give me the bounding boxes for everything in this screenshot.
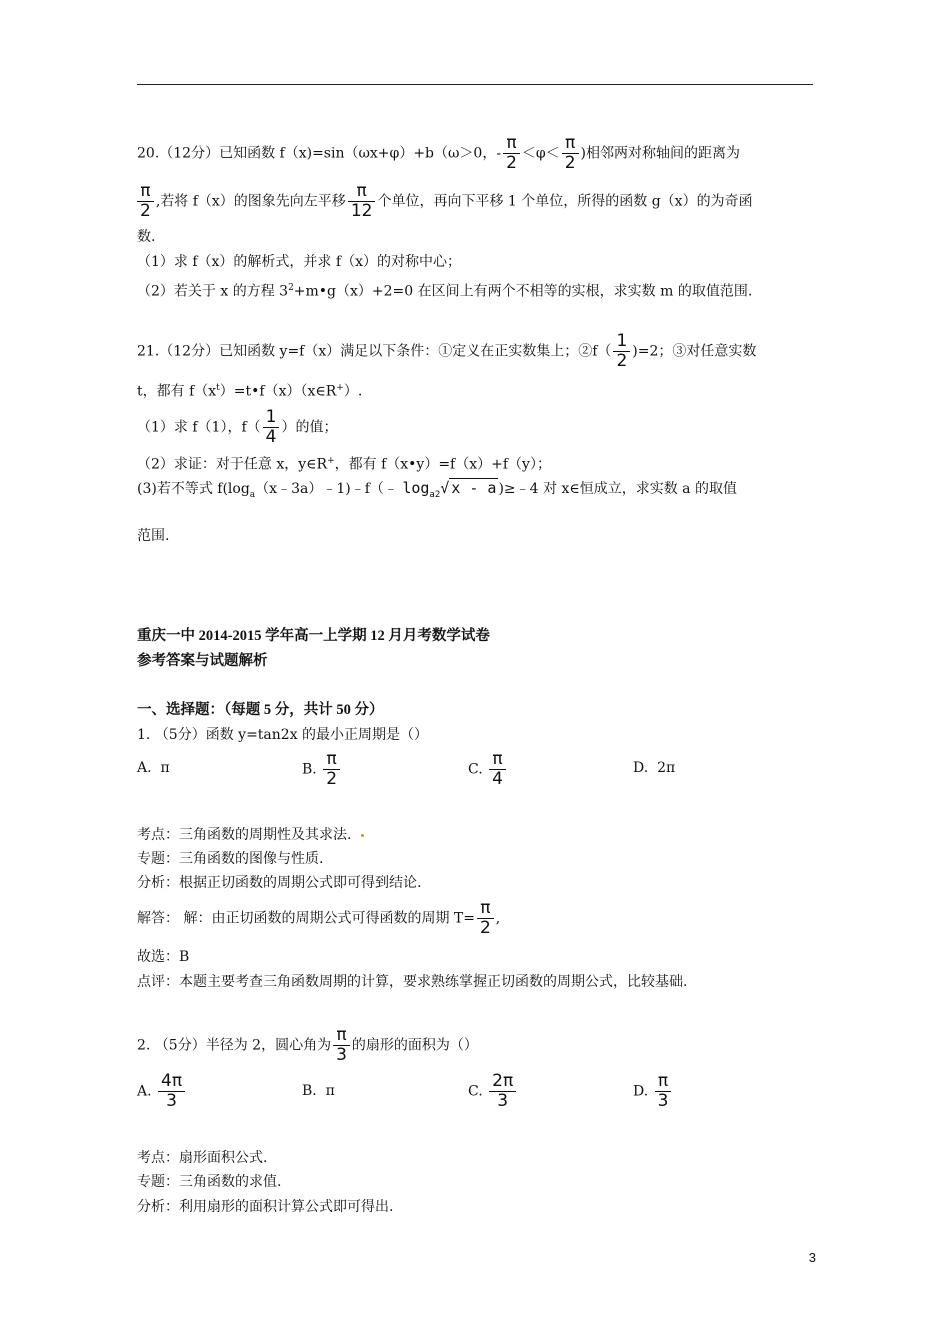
a1-kaodian: 考点：三角函数的周期性及其求法. — [137, 826, 364, 844]
a1-stem: 1. （5分）函数 y=tan2x 的最小正周期是（） — [137, 727, 429, 743]
a2-option-a: A. $\frac{4\pi}{3}$ — [137, 1072, 187, 1111]
a1-option-a: A. π — [137, 760, 170, 776]
a2-zhuanti: 专题：三角函数的求值. — [137, 1174, 282, 1190]
a2-option-c: C. $\frac{2\pi}{3}$ — [468, 1072, 518, 1111]
fraction-pi-over-12: $\frac{\pi}{12}$ — [348, 182, 376, 221]
fraction-1-over-2: $\frac{1}{2}$ — [613, 332, 630, 371]
log-sqrt-expression: $\log_{a2}√$ x - a — [402, 479, 497, 500]
answers-title: 重庆一中 2014-2015 学年高一上学期 12 月月考数学试卷 — [137, 628, 490, 644]
q20-line2: $\frac{\pi}{2}$ ,若将 f（x）的图象先向左平移 $\frac{\pi}{12}$ 个单位，再向下平移 1 个单位，所得的函数 g（x）的为奇函 — [137, 182, 753, 221]
q21-line2: t，都有 $f(x^t)=t•f(x)(x\in R^+)$. — [137, 383, 363, 400]
q21-part1: （1）求 f（1），f（ $\frac{1}{4}$ ）的值； — [137, 407, 338, 447]
a2-stem: 2. （5分）半径为 2，圆心角为 $\frac{\pi}{3}$ 的扇形的面积为（） — [137, 1025, 478, 1065]
a2-fenxi: 分析：利用扇形的面积计算公式即可得出. — [137, 1199, 394, 1215]
answers-subtitle: 参考答案与试题解析 — [137, 653, 268, 669]
a1-guxuan: 故选：B — [137, 949, 190, 965]
a1-fenxi: 分析：根据正切函数的周期公式即可得到结论. — [137, 875, 422, 891]
a1-option-b: B. $\frac{\pi}{2}$ — [302, 750, 342, 789]
q20-line1: 20.（12分）已知函数 f（x)=sin（ωx+φ）+b（ω＞0，- $\frac{\pi}{2}$ ＜φ＜ $\frac{\pi}{2}$ )相邻两对称轴间的距离为 — [137, 133, 741, 173]
page-number: 3 — [808, 1250, 816, 1265]
fraction-1-over-4: $\frac{1}{4}$ — [263, 408, 280, 447]
a1-zhuanti: 专题：三角函数的图像与性质. — [137, 851, 324, 867]
q20-part1: （1）求 f（x）的解析式，并求 f（x）的对称中心； — [137, 254, 461, 270]
a2-option-b: B. π — [302, 1083, 335, 1099]
q20-line3: 数. — [137, 229, 156, 245]
fraction-pi-over-2: $\frac{\pi}{2}$ — [562, 134, 579, 173]
q21-part2: （2）求证：对于任意 x，y∈R+，都有 f（x•y）=f（x）+f（y）； — [137, 456, 551, 473]
a1-jieda: 解答： 解：由正切函数的周期公式可得函数的周期 T= $\frac{\pi}{2}$ , — [137, 898, 501, 938]
a2-kaodian: 考点：扇形面积公式. — [137, 1150, 268, 1166]
a1-dianping: 点评：本题主要考查三角函数周期的计算，要求熟练掌握正切函数的周期公式，比较基础. — [137, 974, 688, 990]
q20-part2: （2）若关于 x 的方程 $3^2+m•g(x)+2=0$ 在区间上有两个不相等的实根，求实数 m 的取值范围. — [137, 283, 753, 300]
fraction-pi-over-2: $\frac{\pi}{2}$ — [137, 182, 154, 221]
fraction-pi-over-2: $\frac{\pi}{2}$ — [503, 134, 520, 173]
q21-line1: 21.（12分）已知函数 y=f（x）满足以下条件：①定义在正实数集上；②f（ $\frac{1}{2}$ )=2；③对任意实数 — [137, 331, 757, 371]
q21-part4: 范围. — [137, 528, 170, 544]
a1-option-d: D. 2π — [633, 760, 676, 776]
section-heading: 一、选择题：（每题 5 分，共计 50 分） — [137, 702, 384, 718]
header-rule — [137, 84, 813, 85]
q21-part3: (3)若不等式 $f(\log_a(x﹣3a)﹣1)﹣f(﹣$ $\log_{a2}√$ x - a )≥﹣4 对 x∈恒成立，求实数 a 的取值 — [137, 479, 737, 500]
a2-option-d: D. $\frac{\pi}{3}$ — [633, 1072, 673, 1111]
a1-option-c: C. $\frac{\pi}{4}$ — [468, 750, 508, 789]
